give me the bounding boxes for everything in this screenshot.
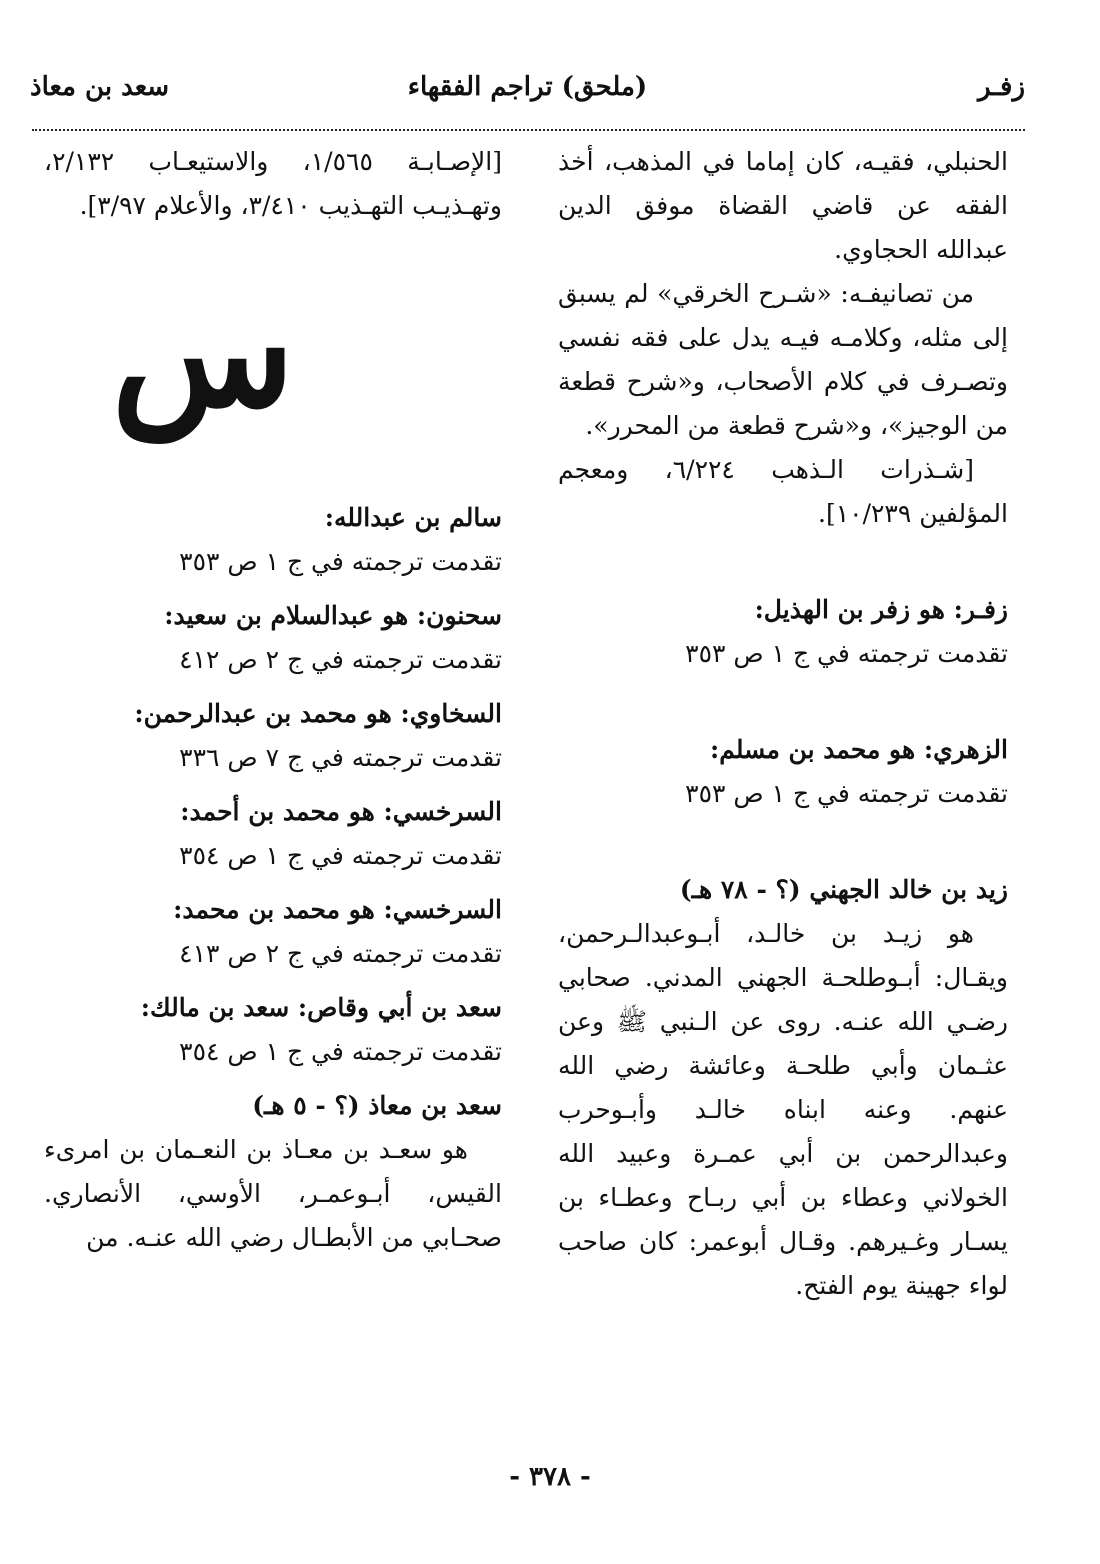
entry-heading: السخاوي: هو محمد بن عبدالرحمن: [134, 699, 502, 728]
page-number: - ٣٧٨ - [509, 1462, 591, 1492]
entry-sarakhsi-2 [44, 888, 502, 976]
entry-sarakhsi-1 [44, 790, 502, 878]
entry-heading: سالم بن عبدالله: [324, 503, 502, 532]
section-letter: س [111, 265, 295, 441]
entry-heading: السرخسي: هو محمد بن أحمد: [180, 797, 502, 826]
entry-sahnun [44, 594, 502, 682]
header-left-keyword: سعد بن معاذ [30, 72, 170, 102]
header-title: (ملحق) تراجم الفقهاء [407, 72, 648, 102]
entry-crossref: تقدمت ترجمته في ج ٧ ص ٣٣٦ [179, 743, 502, 772]
sources-reference-top: [الإصـابـة ١/٥٦٥، والاستيعـاب ٢/١٣٢، وتهـذيـب التهـذيب ٣/٤١٠، والأعلام ٣/٩٧]. [44, 147, 503, 220]
sources-reference: [شـذرات الـذهب ٦/٢٢٤، ومعجم المؤلفين ١٠/٢٣٩]. [558, 455, 1008, 528]
entry-crossref-zuhri: تقدمت ترجمته في ج ١ ص ٣٥٣ [685, 779, 1008, 808]
header-right-keyword: زفـر [978, 72, 1025, 102]
works-paragraph: من تصانيفـه: «شـرح الخرقي» لم يسبق إلى مثله، وكلامـه فيـه يدل على فقه نفسي وتصـرف في كلام الأصحاب، و«شرح قطعة من الوجيز»، و«شرح قطعة من المحرر». [558, 279, 1008, 440]
entry-body-saad-muadh: هو سعـد بن معـاذ بن النعـمان بن امرىء القيس، أبـوعمـر، الأوسي، الأنصاري. صحـابي من الأبطـال رضي الله عنـه. من [44, 1135, 502, 1252]
entry-saad-abi-waqqas [44, 986, 502, 1074]
entry-crossref: تقدمت ترجمته في ج ١ ص ٣٥٣ [179, 547, 502, 576]
header-dotted-rule [32, 129, 1025, 131]
entry-continuation-text: الحنبلي، فقيـه، كان إماما في المذهب، أخذ الفقه عن قاضي القضاة موفق الدين عبدالله الحجاوي. [558, 147, 1008, 264]
right-column [558, 140, 1008, 1308]
entry-heading: سعد بن أبي وقاص: سعد بن مالك: [140, 993, 502, 1022]
entry-heading-zuhri: الزهري: هو محمد بن مسلم: [710, 735, 1008, 764]
running-header [30, 72, 1025, 122]
left-column [44, 140, 502, 1260]
entry-crossref: تقدمت ترجمته في ج ٢ ص ٤١٣ [179, 939, 502, 968]
entry-salim [44, 496, 502, 584]
entry-body-zayd: هو زيـد بن خالـد، أبـوعبدالـرحمن، ويقـال: أبـوطلحـة الجهني المدني. صحابي رضـي الله عنـه. روى عن الـنبي ﷺ وعن عثـمان وأبي طلحـة وعائشة رضي الله عنهم. وعنه ابناه خالـد وأبـوحرب وعبدالرحمن بن أبي عمـرة وعبيد الله الخولاني وعطاء بن أبي ربـاح وعطـاء بن يسـار وغـيرهم. وقـال أبوعمر: كان صاحب لواء جهينة يوم الفتح. [558, 919, 1008, 1300]
entry-crossref: تقدمت ترجمته في ج ١ ص ٣٥٤ [179, 841, 502, 870]
entry-crossref-zufar: تقدمت ترجمته في ج ١ ص ٣٥٣ [685, 639, 1008, 668]
entry-heading: السرخسي: هو محمد بن محمد: [173, 895, 502, 924]
entry-heading-zayd: زيد بن خالد الجهني (؟ - ٧٨ هـ) [679, 875, 1008, 904]
entry-heading-zufar: زفـر: هو زفر بن الهذيل: [754, 595, 1008, 624]
entry-heading-saad-muadh: سعد بن معاذ (؟ - ٥ هـ) [252, 1091, 502, 1120]
entry-heading: سحنون: هو عبدالسلام بن سعيد: [164, 601, 502, 630]
entry-crossref: تقدمت ترجمته في ج ٢ ص ٤١٢ [179, 645, 502, 674]
entry-sakhawi [44, 692, 502, 780]
entry-crossref: تقدمت ترجمته في ج ١ ص ٣٥٤ [179, 1037, 502, 1066]
